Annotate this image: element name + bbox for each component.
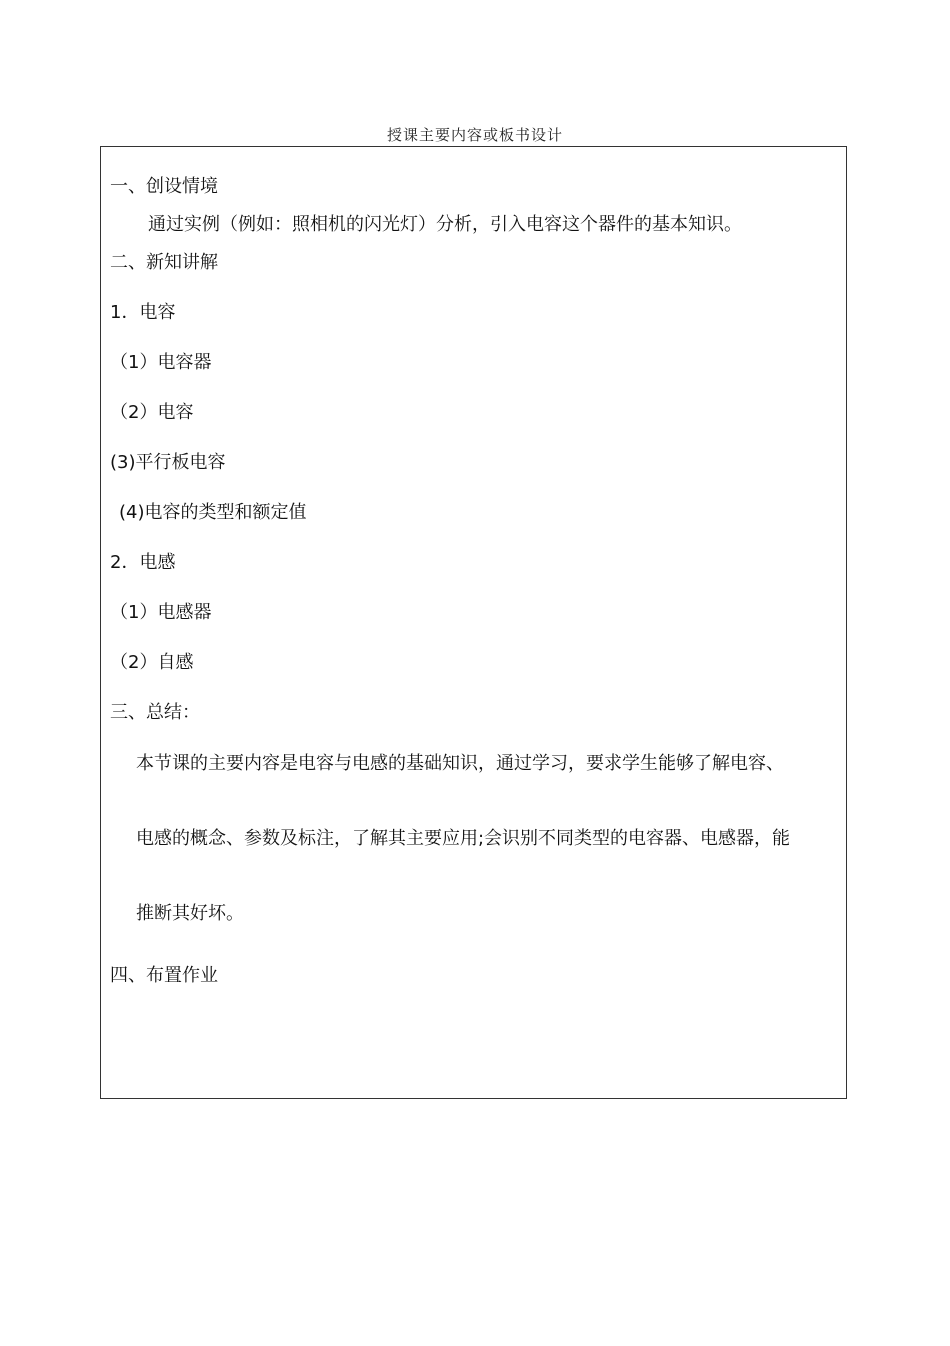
item-inductor: （1）电感器 bbox=[110, 602, 212, 623]
item-capacitance: （2）电容 bbox=[110, 402, 194, 423]
section-heading-summary: 三、总结： bbox=[110, 702, 200, 723]
scenario-paragraph: 通过实例（例如：照相机的闪光灯）分析，引入电容这个器件的基本知识。 bbox=[148, 214, 742, 235]
section-heading-new-knowledge: 二、新知讲解 bbox=[110, 252, 218, 273]
document-title: 授课主要内容或板书设计 bbox=[386, 126, 563, 144]
section-heading-scenario: 一、创设情境 bbox=[110, 176, 218, 197]
item-parallel-plate-capacitor: (3)平行板电容 bbox=[110, 452, 226, 473]
summary-line-2: 电感的概念、参数及标注，了解其主要应用;会识别不同类型的电容器、电感器，能 bbox=[136, 828, 791, 849]
content-table-cell bbox=[100, 146, 847, 1099]
summary-line-1: 本节课的主要内容是电容与电感的基础知识，通过学习，要求学生能够了解电容、 bbox=[136, 753, 784, 774]
section-heading-homework: 四、布置作业 bbox=[110, 965, 218, 986]
summary-line-3: 推断其好坏。 bbox=[136, 903, 244, 924]
item-capacitor-types-ratings: (4)电容的类型和额定值 bbox=[119, 502, 307, 523]
item-self-inductance: （2）自感 bbox=[110, 652, 194, 673]
subsection-capacitance: 1．电容 bbox=[110, 302, 176, 323]
item-capacitor: （1）电容器 bbox=[110, 352, 212, 373]
subsection-inductance: 2．电感 bbox=[110, 552, 176, 573]
